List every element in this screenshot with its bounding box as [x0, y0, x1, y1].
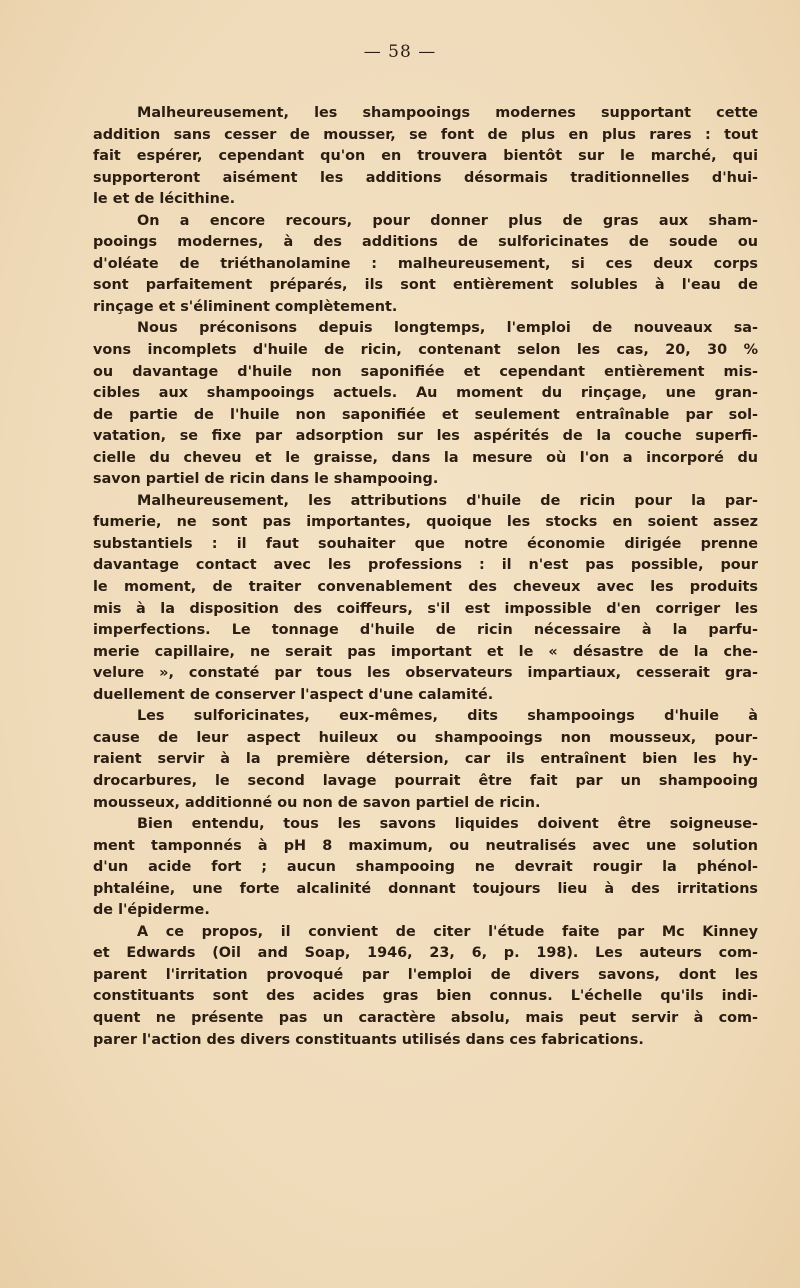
text-line: ou davantage d'huile non saponifiée et cependant entièrement mis- [93, 363, 758, 380]
text-line: de l'épiderme. [93, 902, 210, 919]
text-line: parent l'irritation provoqué par l'emploi de divers savons, dont les [93, 966, 758, 983]
page-number: — 58 — [363, 42, 437, 62]
text-line: le moment, de traiter convenablement des cheveux avec les produits [93, 579, 758, 596]
text-line: rinçage et s'éliminent complètement. [93, 298, 398, 315]
text-line: quent ne présente pas un caractère absolu, mais peut servir à com- [93, 1009, 758, 1026]
text-line: savon partiel de ricin dans le shampooing. [93, 471, 439, 488]
body-text [93, 103, 758, 1051]
text-line: vons incomplets d'huile de ricin, contenant selon les cas, 20, 30 % [93, 342, 758, 359]
text-line: phtaléine, une forte alcalinité donnant toujours lieu à des irritations [93, 880, 758, 897]
text-line: et Edwards (Oil and Soap, 1946, 23, 6, p. 198). Les auteurs com- [93, 945, 758, 962]
text-line: substantiels : il faut souhaiter que notre économie dirigée prenne [93, 535, 758, 552]
text-line: mis à la disposition des coiffeurs, s'il est impossible d'en corriger les [93, 600, 758, 617]
text-line: Malheureusement, les attributions d'huile de ricin pour la par- [137, 492, 758, 509]
text-line: d'un acide fort ; aucun shampooing ne devrait rougir la phénol- [93, 859, 758, 876]
text-line: On a encore recours, pour donner plus de gras aux sham- [137, 212, 758, 229]
text-line: parer l'action des divers constituants utilisés dans ces fabrications. [93, 1031, 644, 1048]
text-line: ment tamponnés à pH 8 maximum, ou neutralisés avec une solution [93, 837, 758, 854]
text-line: imperfections. Le tonnage d'huile de ricin nécessaire à la parfu- [93, 622, 758, 639]
text-line: vatation, se fixe par adsorption sur les aspérités de la couche superfi- [93, 428, 758, 445]
text-line: fait espérer, cependant qu'on en trouvera bientôt sur le marché, qui [93, 148, 758, 165]
text-line: d'oléate de triéthanolamine : malheureusement, si ces deux corps [93, 255, 758, 272]
text-line: cibles aux shampooings actuels. Au moment du rinçage, une gran- [93, 385, 758, 402]
text-line: pooings modernes, à des additions de sulforicinates de soude ou [93, 234, 758, 251]
text-line: davantage contact avec les professions : il n'est pas possible, pour [93, 557, 758, 574]
text-line: Les sulforicinates, eux-mêmes, dits shampooings d'huile à [137, 708, 758, 725]
text-line: cause de leur aspect huileux ou shampooings non mousseux, pour- [93, 729, 758, 746]
text-line: Malheureusement, les shampooings modernes supportant cette [137, 105, 758, 121]
text-line: cielle du cheveu et le graisse, dans la mesure où l'on a incorporé du [93, 449, 758, 466]
text-line: mousseux, additionné ou non de savon partiel de ricin. [93, 794, 541, 811]
text-line: A ce propos, il convient de citer l'étude faite par Mc Kinney [137, 923, 758, 940]
text-line: addition sans cesser de mousser, se font de plus en plus rares : tout [93, 126, 758, 143]
text-line: de partie de l'huile non saponifiée et seulement entraînable par sol- [93, 406, 758, 423]
text-line: duellement de conserver l'aspect d'une calamité. [93, 686, 494, 703]
text-line: sont parfaitement préparés, ils sont entièrement solubles à l'eau de [93, 277, 758, 294]
text-line: le et de lécithine. [93, 191, 236, 208]
text-line: Bien entendu, tous les savons liquides doivent être soigneuse- [137, 816, 758, 833]
text-line: merie capillaire, ne serait pas important et le « désastre de la che- [93, 643, 758, 660]
text-line: drocarbures, le second lavage pourrait être fait par un shampooing [93, 772, 758, 789]
text-line: raient servir à la première détersion, car ils entraînent bien les hy- [93, 751, 758, 768]
text-line: constituants sont des acides gras bien connus. L'échelle qu'ils indi- [93, 988, 758, 1005]
text-line: fumerie, ne sont pas importantes, quoique les stocks en soient assez [93, 514, 758, 531]
text-line: velure », constaté par tous les observateurs impartiaux, cesserait gra- [93, 665, 758, 682]
text-line: Nous préconisons depuis longtemps, l'emploi de nouveaux sa- [137, 320, 758, 337]
text-line: supporteront aisément les additions désormais traditionnelles d'hui- [93, 169, 758, 186]
